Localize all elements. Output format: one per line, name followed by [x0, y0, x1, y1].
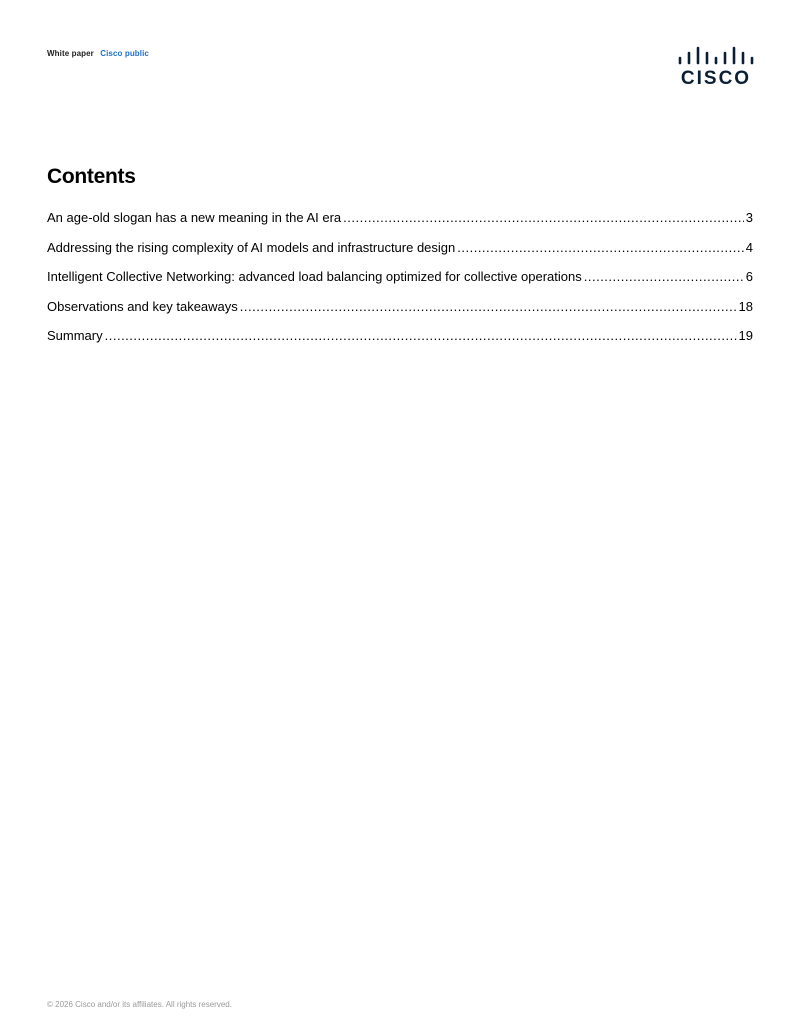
toc-entry[interactable] — [47, 269, 753, 299]
toc-entry[interactable] — [47, 328, 753, 358]
toc-entry-page: 18 — [738, 298, 753, 314]
toc-entry-page: 3 — [745, 210, 753, 225]
classification-label: Cisco public — [100, 49, 149, 58]
toc-entry-label: Addressing the rising complexity of AI models and infrastructure design — [47, 239, 456, 255]
toc-entry-label: Summary — [47, 328, 103, 343]
toc-dot-leader — [240, 299, 737, 314]
toc-dot-leader — [457, 240, 744, 255]
toc-entry-page: 6 — [745, 269, 753, 284]
toc-entry-label: Intelligent Collective Networking: advanced load balancing optimized for collective operations — [47, 269, 582, 284]
toc-entry[interactable] — [47, 210, 753, 240]
copyright-footer: © 2026 Cisco and/or its affiliates. All rights reserved. — [47, 1000, 232, 1009]
doc-type-label: White paper — [47, 49, 94, 58]
cisco-wordmark: CISCO — [680, 68, 752, 89]
toc-dot-leader — [105, 328, 737, 343]
cisco-logo-icon — [677, 46, 755, 68]
cisco-logo — [677, 46, 755, 88]
toc-entry[interactable] — [47, 240, 753, 270]
toc-dot-leader — [584, 269, 744, 284]
toc-entry-page: 19 — [738, 328, 753, 343]
toc-entry-page: 4 — [745, 239, 753, 255]
contents-title: Contents — [47, 165, 136, 188]
toc-entry-label: An age-old slogan has a new meaning in the AI era — [47, 210, 342, 225]
toc-entry[interactable] — [47, 299, 753, 329]
table-of-contents — [47, 210, 753, 358]
toc-dot-leader — [343, 210, 744, 225]
header-meta — [47, 49, 149, 58]
toc-entry-label: Observations and key takeaways — [47, 298, 238, 314]
